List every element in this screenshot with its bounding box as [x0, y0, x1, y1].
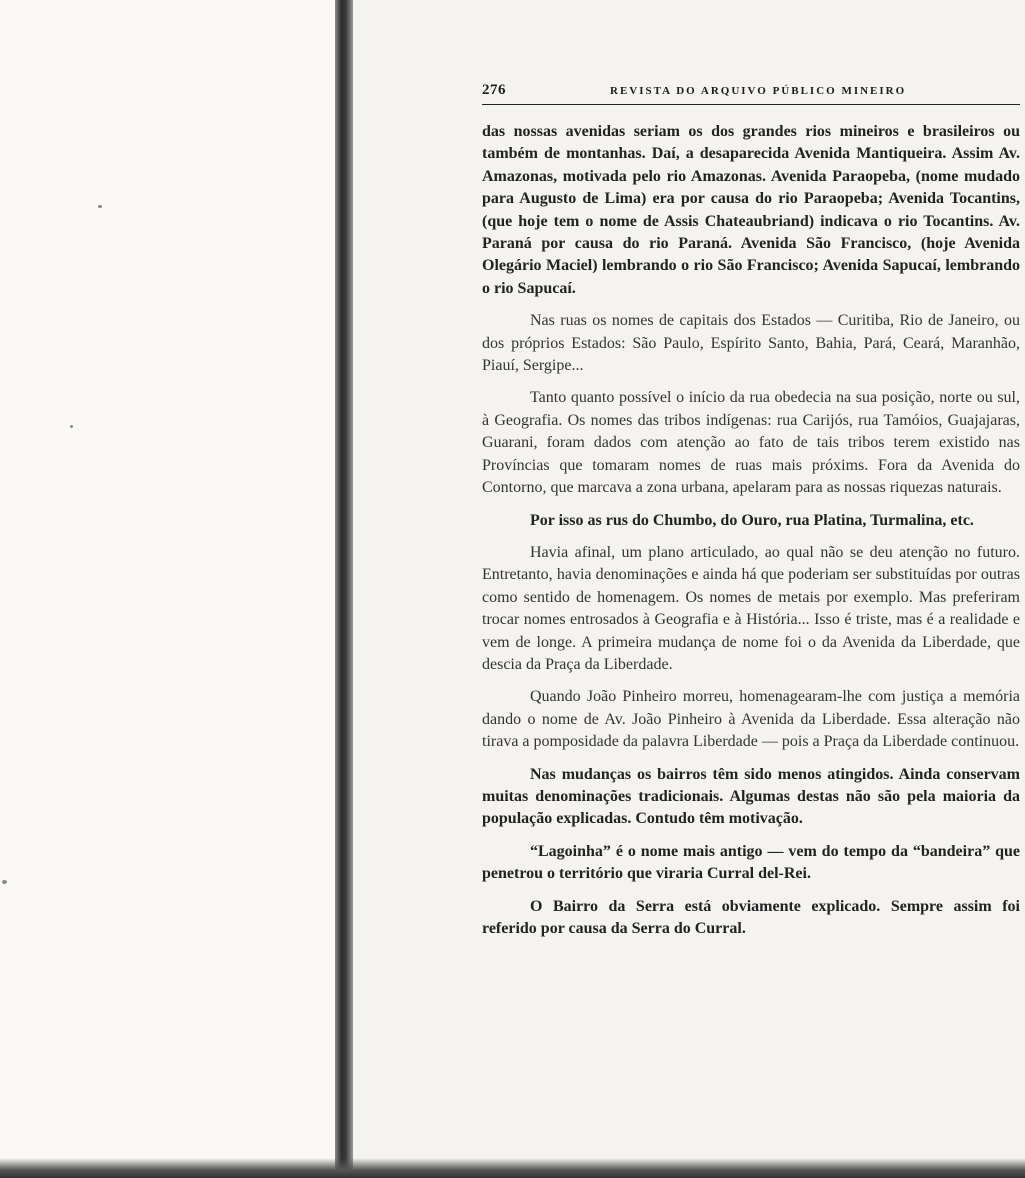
left-page: [0, 0, 335, 1178]
body-text: [482, 121, 1020, 950]
paragraph: Por isso as rus do Chumbo, do Ouro, rua Platina, Turmalina, etc.: [530, 511, 974, 529]
book-gutter: [335, 0, 353, 1178]
page-bottom-shadow: [0, 1158, 1025, 1178]
speck: [70, 425, 73, 428]
header-rule: [482, 104, 1020, 105]
page-header: [482, 82, 1020, 106]
paragraph: Nas ruas os nomes de capitais dos Estados — Curitiba, Rio de Janeiro, ou dos próprios Estados: São Paulo, Espírito Santo, Bahia, Pará, Ceará, Maranhão, Piauí, Sergipe...: [482, 312, 1020, 375]
speck: [2, 880, 7, 884]
paragraph: Havia afinal, um plano articulado, ao qual não se deu atenção no futuro. Entretanto, havia denominações e ainda há que poderiam ser substituídas por outras como sentido de homenagem. Os nomes de metais por exemplo. Mas preferiram trocar nomes entrosados à Geografia e à História... Isso é triste, mas é a realidade e vem de longe. A primeira mudança de nome foi o da Avenida da Liberdade, que descia da Praça da Liberdade.: [482, 543, 1020, 673]
paragraph: “Lagoinha” é o nome mais antigo — vem do tempo da “bandeira” que penetrou o território que viraria Curral del-Rei.: [482, 842, 1020, 883]
paragraph: Tanto quanto possível o início da rua obedecia na sua posição, norte ou sul, à Geografia. Os nomes das tribos indígenas: rua Carijós, rua Tamóios, Guajajaras, Guarani, foram dados com atenção ao fato de tais tribos terem existido nas Províncias que tomaram nomes de ruas mais próxims. Fora da Avenida do Contorno, que marcava a zona urbana, apelaram para as nossas riquezas naturais.: [482, 389, 1020, 497]
paragraph: Quando João Pinheiro morreu, homenagearam-lhe com justiça a memória dando o nome de Av. João Pinheiro à Avenida da Liberdade. Essa alteração não tirava a pomposidade da palavra Liberdade — pois a Praça da Liberdade continuou.: [482, 688, 1020, 751]
paragraph: O Bairro da Serra está obviamente explicado. Sempre assim foi referido por causa da Serra do Curral.: [482, 897, 1020, 937]
paragraph: Nas mudanças os bairros têm sido menos atingidos. Ainda conservam muitas denominações tradicionais. Algumas destas não são pela maioria da população explicadas. Contudo têm motivação.: [482, 765, 1020, 828]
speck: [98, 205, 102, 208]
page-number: 276: [482, 82, 506, 98]
running-head: REVISTA DO ARQUIVO PÚBLICO MINEIRO: [610, 85, 907, 97]
paragraph: das nossas avenidas seriam os dos grandes rios mineiros e brasileiros ou também de montanhas. Daí, a desaparecida Avenida Mantiqueira. Assim Av. Amazonas, motivada pelo rio Amazonas. Avenida Paraopeba, (nome mudado para Augusto de Lima) era por causa do rio Paraopeba; Avenida Tocantins, (que hoje tem o nome de Assis Chateaubriand) indicava o rio Tocantins. Av. Paraná por causa do rio Paraná. Avenida São Francisco, (hoje Avenida Olegário Maciel) lembrando o rio São Francisco; Avenida Sapucaí, lembrando o rio Sapucaí.: [482, 123, 1020, 297]
